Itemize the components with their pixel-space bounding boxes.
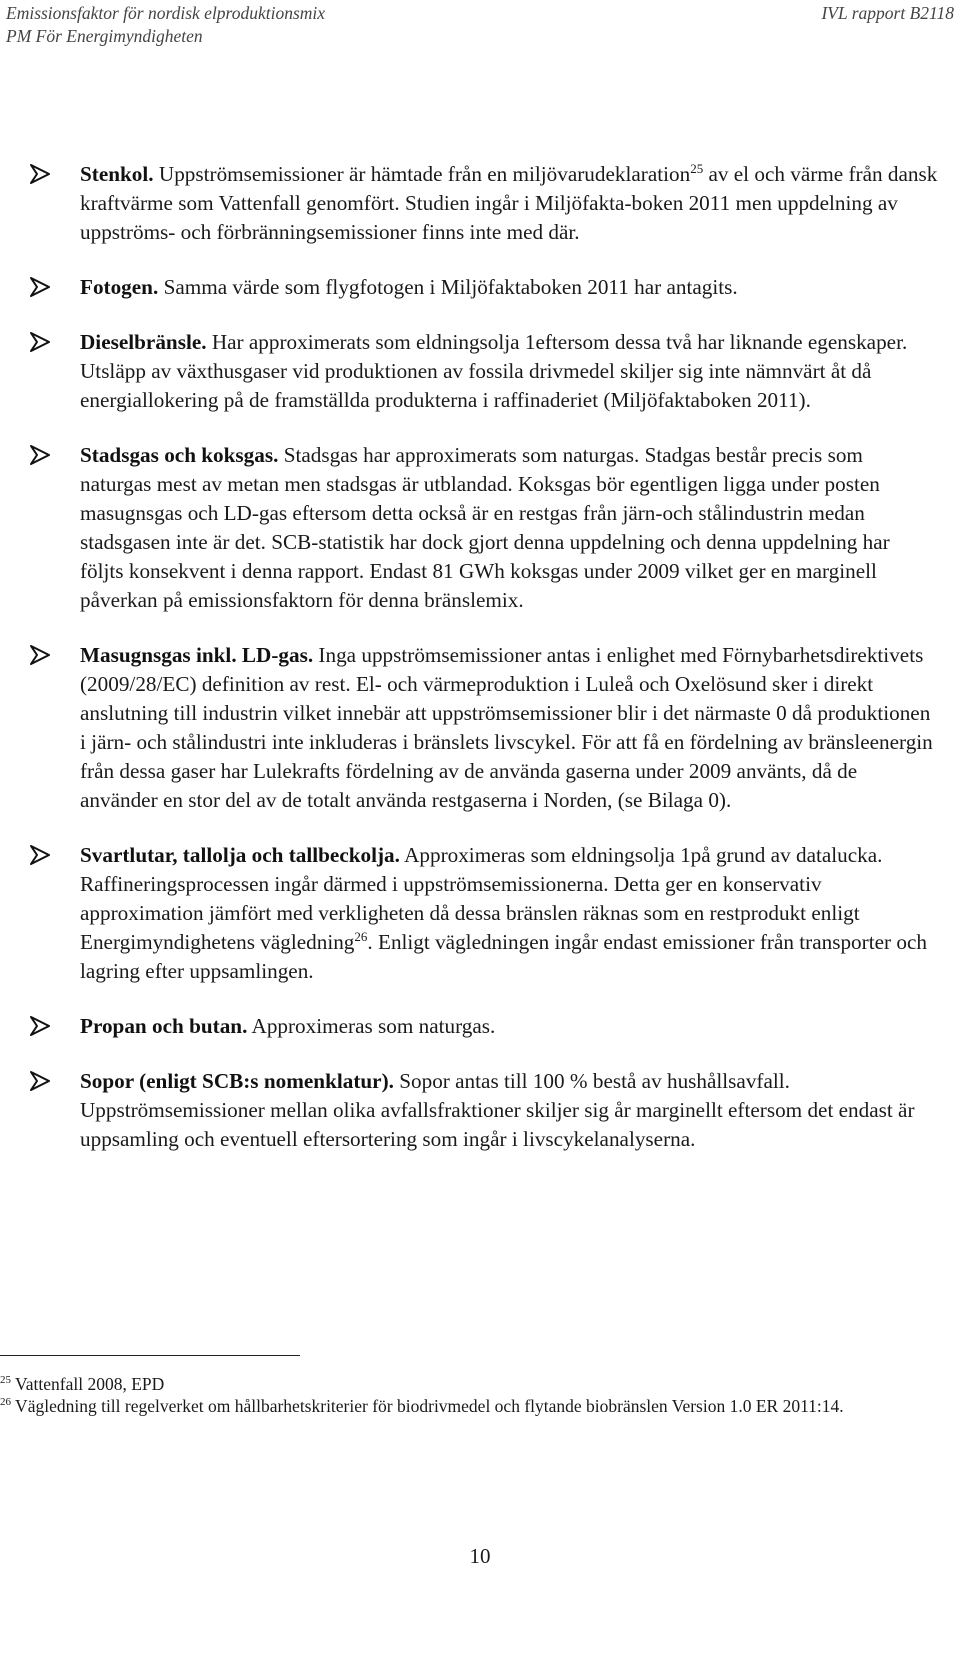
list-item-text — [80, 1012, 938, 1041]
header-client: PM För Energimyndigheten — [6, 26, 203, 46]
item-text-cont: av el och värme från dansk kraftvärme som Vattenfall genomfört. Studien ingår i Miljöfakta-boken 2011 men uppdelning av uppströms- och förbränningsemissioner finns inte med där. — [80, 162, 938, 244]
footnote — [0, 1395, 950, 1417]
arrow-bullet-icon — [28, 1015, 52, 1037]
list-item-dieselbransle — [28, 328, 938, 415]
item-text: Approximeras som eldningsolja 1på grund av datalucka. Raffineringsprocessen ingår därmed i uppströmsemissionerna. Detta ger en konservativ approximation jämfört med verkligheten då dessa bränslen räknas som en restprodukt enligt Energimyndighetens vägledning — [80, 843, 883, 954]
item-text: Uppströmsemissioner är hämtade från en miljövarudeklaration — [153, 162, 691, 186]
item-text: Har approximerats som eldningsolja 1eftersom dessa två har liknande egenskaper. Utsläpp av växthusgaser vid produktionen av fossila drivmedel skiljer sig inte nämnvärt åt då energiallokering på de framställda produkterna i raffinaderiet (Miljöfaktaboken 2011). — [80, 330, 908, 412]
item-text: Approximeras som naturgas. — [247, 1014, 496, 1038]
footnote-number: 25 — [0, 1374, 11, 1387]
footnote-text: Vägledning till regelverket om hållbarhetskriterier för biodrivmedel och flytande biobränslen Version 1.0 ER 2011:14. — [11, 1396, 844, 1416]
list-item-text — [80, 641, 938, 815]
item-title: Stenkol. — [80, 162, 154, 186]
item-title: Dieselbränsle. — [80, 330, 207, 354]
item-title: Svartlutar, tallolja och tallbeckolja. — [80, 843, 400, 867]
list-item-text — [80, 328, 938, 415]
list-item-fotogen — [28, 273, 938, 302]
footnote-ref[interactable]: 26 — [354, 928, 368, 944]
header-report-title: Emissionsfaktor för nordisk elproduktionsmix — [6, 3, 326, 23]
list-item-sopor — [28, 1067, 938, 1154]
item-text: Stadsgas har approximerats som naturgas. Stadgas består precis som naturgas mest av metan men stadsgas är utblandad. Koksgas bör egentligen ligga under posten masugnsgas och LD-gas eftersom detta också är en restgas från järn-och stålindustrin medan stadsgasen inte är det. SCB-statistik har dock gjort denna uppdelning och denna uppdelning har följts konsekvent i denna rapport. Endast 81 GWh koksgas under 2009 vilket ger en marginell påverkan på emissionsfaktorn för denna bränslemix. — [80, 443, 890, 612]
arrow-bullet-icon — [28, 844, 52, 866]
footnote-text: Vattenfall 2008, EPD — [11, 1374, 165, 1394]
item-text-cont: . Enligt vägledningen ingår endast emissioner från transporter och lagring efter uppsamlingen. — [80, 930, 927, 983]
list-item-stenkol — [28, 160, 938, 247]
arrow-bullet-icon — [28, 444, 52, 466]
list-item-propan — [28, 1012, 938, 1041]
item-title: Fotogen. — [80, 275, 159, 299]
arrow-bullet-icon — [28, 644, 52, 666]
arrow-bullet-icon — [28, 1070, 52, 1092]
header-left — [6, 2, 325, 48]
fuel-list — [28, 160, 938, 1180]
item-text: Sopor antas till 100 % bestå av hushållsavfall. Uppströmsemissioner mellan olika avfallsfraktioner skiljer sig år marginellt eftersom det endast är uppsamling och eventuell eftersortering som ingår i livscykelanalyserna. — [80, 1069, 915, 1151]
list-item-stadsgas — [28, 441, 938, 615]
list-item-text — [80, 273, 938, 302]
item-text: Samma värde som flygfotogen i Miljöfaktaboken 2011 har antagits. — [158, 275, 738, 299]
item-title: Sopor (enligt SCB:s nomenklatur). — [80, 1069, 394, 1093]
list-item-text — [80, 1067, 938, 1154]
footnote — [0, 1373, 950, 1395]
header-report-number: IVL rapport B2118 — [821, 3, 954, 23]
list-item-text — [80, 441, 938, 615]
footnotes — [0, 1373, 950, 1417]
list-item-text — [80, 841, 938, 986]
item-title: Stadsgas och koksgas. — [80, 443, 279, 467]
item-title: Propan och butan. — [80, 1014, 248, 1038]
arrow-bullet-icon — [28, 331, 52, 353]
list-item-text — [80, 160, 938, 247]
page-number: 10 — [469, 1544, 491, 1568]
arrow-bullet-icon — [28, 163, 52, 185]
list-item-masugnsgas — [28, 641, 938, 815]
footnote-divider — [0, 1355, 300, 1356]
item-title: Masugnsgas inkl. LD-gas. — [80, 643, 314, 667]
arrow-bullet-icon — [28, 276, 52, 298]
item-text: Inga uppströmsemissioner antas i enlighet med Förnybarhetsdirektivets (2009/28/EC) definition av rest. El- och värmeproduktion i Luleå och Oxelösund sker i direkt anslutning till industrin vilket innebär att uppströmsemissioner blir i det närmaste 0 då produktionen i järn- och stålindustri inte inkluderas i bränslets livscykel. För att få en fördelning av bränsleenergin från dessa gaser har Lulekrafts fördelning av de använda gaserna under 2009 använts, då de använder en stor del av de totalt använda restgaserna i Norden, (se Bilaga 0). — [80, 643, 933, 812]
footnote-number: 26 — [0, 1396, 11, 1409]
list-item-svartlutar — [28, 841, 938, 986]
footnote-ref[interactable]: 25 — [690, 160, 704, 176]
